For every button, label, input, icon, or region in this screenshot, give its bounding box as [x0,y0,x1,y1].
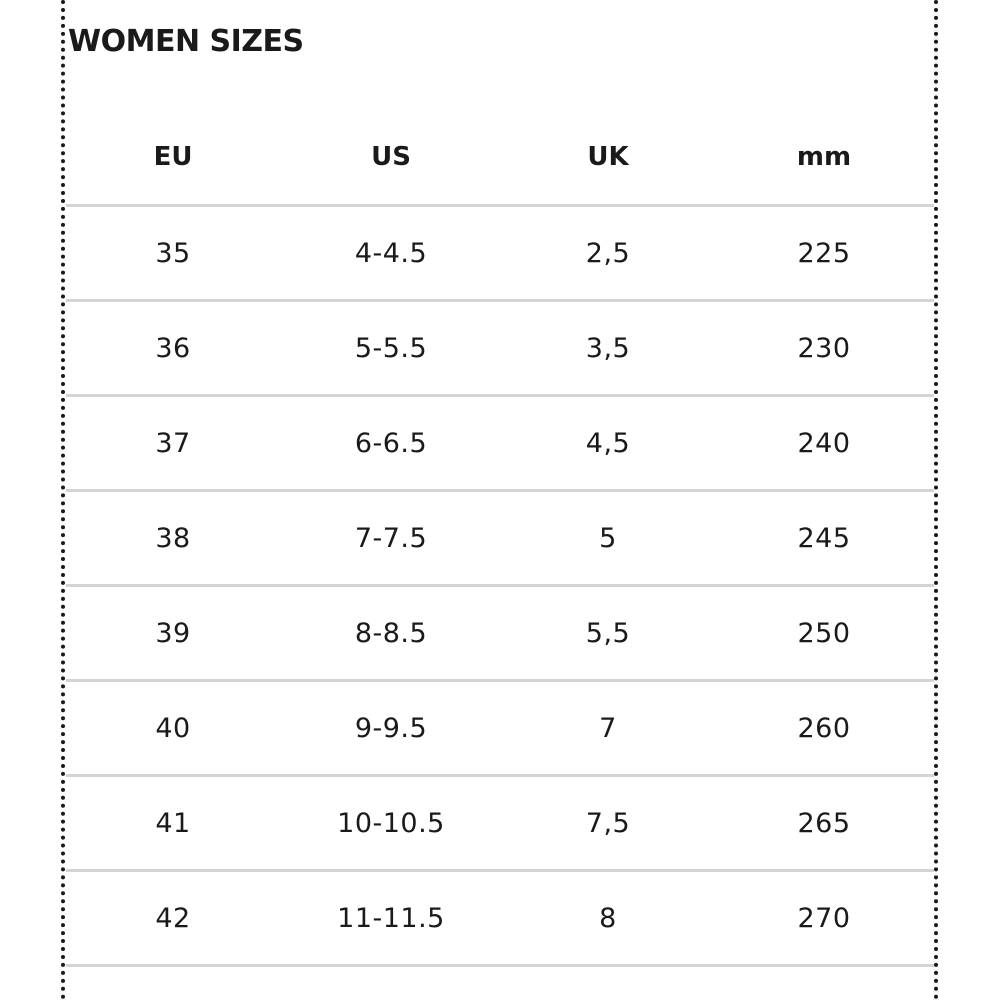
column-header-uk: UK [587,142,629,172]
cell-eu: 42 [155,902,191,934]
cell-uk: 2,5 [585,237,631,269]
cell-eu: 35 [155,237,191,269]
column-header-us: US [371,142,411,172]
cell-uk: 7,5 [585,807,631,839]
cell-eu: 37 [155,427,191,459]
table-row [66,397,934,492]
cell-eu: 39 [155,617,191,649]
cell-mm: 240 [797,427,851,459]
cell-uk: 8 [599,902,617,934]
cell-uk: 5 [599,522,617,554]
right-dotted-border [934,0,938,1000]
table-row [66,587,934,682]
cell-us: 6-6.5 [354,427,428,459]
cell-us: 9-9.5 [354,712,428,744]
cell-eu: 38 [155,522,191,554]
size-table [66,110,934,967]
cell-mm: 265 [797,807,851,839]
cell-uk: 7 [599,712,617,744]
cell-us: 10-10.5 [337,807,445,839]
column-header-eu: EU [153,142,193,172]
table-row [66,492,934,587]
cell-mm: 225 [797,237,851,269]
page-title: WOMEN SIZES [68,24,304,59]
cell-uk: 5,5 [585,617,631,649]
table-row [66,872,934,967]
cell-us: 11-11.5 [337,902,445,934]
cell-mm: 260 [797,712,851,744]
cell-uk: 3,5 [585,332,631,364]
left-dotted-border [61,0,65,1000]
cell-us: 5-5.5 [354,332,428,364]
table-row [66,777,934,872]
cell-mm: 250 [797,617,851,649]
cell-mm: 245 [797,522,851,554]
table-row [66,682,934,777]
cell-us: 7-7.5 [354,522,428,554]
table-row [66,207,934,302]
table-row [66,302,934,397]
table-header-row [66,110,934,207]
cell-mm: 230 [797,332,851,364]
cell-us: 4-4.5 [354,237,428,269]
column-header-mm: mm [796,142,852,172]
cell-mm: 270 [797,902,851,934]
cell-uk: 4,5 [585,427,631,459]
cell-us: 8-8.5 [354,617,428,649]
cell-eu: 41 [155,807,191,839]
cell-eu: 36 [155,332,191,364]
cell-eu: 40 [155,712,191,744]
